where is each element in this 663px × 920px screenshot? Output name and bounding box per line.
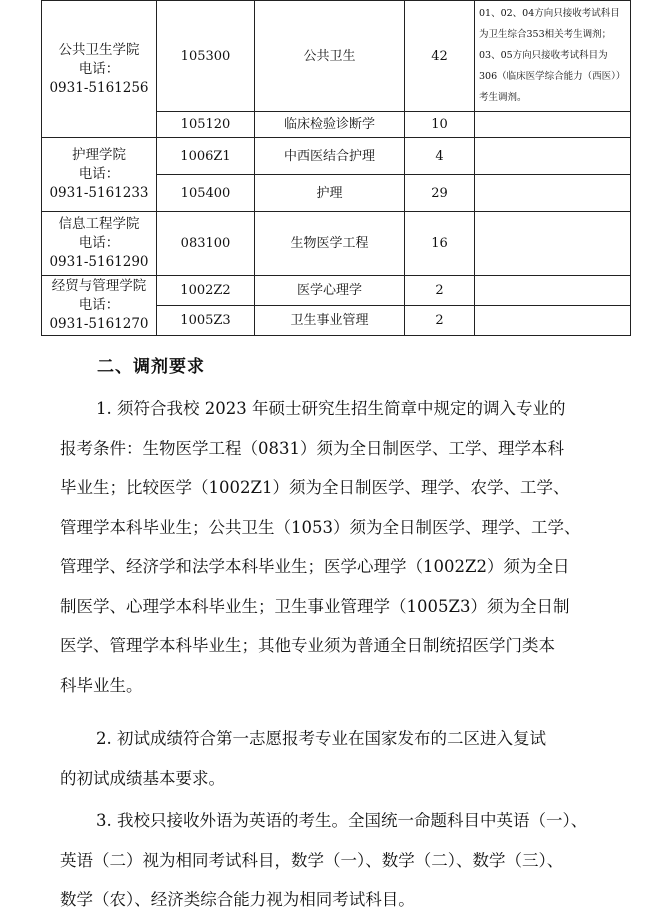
quota-count: 2 bbox=[405, 306, 475, 336]
requirement-paragraph bbox=[60, 719, 626, 798]
college-name: 公共卫生学院 bbox=[58, 41, 140, 58]
major-code: 083100 bbox=[157, 212, 255, 276]
major-name: 公共卫生 bbox=[255, 1, 405, 112]
text-line: 毕业生；比较医学（1002Z1）须为全日制医学、理学、农学、工学、 bbox=[60, 478, 570, 497]
college-name: 护理学院 bbox=[72, 147, 126, 163]
phone-label: 电话： bbox=[78, 235, 120, 251]
phone-number: 0931-5161233 bbox=[49, 185, 149, 201]
remarks-line: 03、05方向只接收考试科目为 bbox=[479, 50, 608, 61]
major-name: 生物医学工程 bbox=[255, 212, 405, 276]
major-name: 卫生事业管理 bbox=[255, 306, 405, 336]
major-name: 医学心理学 bbox=[255, 276, 405, 306]
text-line: 的初试成绩基本要求。 bbox=[60, 768, 225, 788]
major-name: 中西医结合护理 bbox=[255, 138, 405, 175]
text-line: 3. 我校只接收外语为英语的考生。全国统一命题科目中英语（一）、 bbox=[96, 811, 588, 830]
remarks-line: 306（临床医学综合能力（西医）） bbox=[479, 71, 626, 82]
remarks-cell bbox=[475, 306, 631, 336]
text-line: 报考条件：生物医学工程（0831）须为全日制医学、工学、理学本科 bbox=[60, 438, 564, 458]
major-code: 105400 bbox=[157, 175, 255, 212]
table-row bbox=[42, 138, 631, 175]
requirement-paragraph bbox=[60, 801, 626, 920]
college-cell bbox=[42, 212, 157, 276]
remarks-line: 考生调剂。 bbox=[479, 92, 527, 103]
college-name: 经贸与管理学院 bbox=[51, 278, 147, 294]
table-row bbox=[42, 1, 631, 112]
remarks-cell bbox=[475, 1, 631, 112]
phone-label: 电话： bbox=[78, 166, 120, 182]
major-code: 1002Z2 bbox=[157, 276, 255, 306]
quota-count: 4 bbox=[405, 138, 475, 175]
major-name: 临床检验诊断学 bbox=[255, 112, 405, 138]
quota-count: 42 bbox=[405, 1, 475, 112]
text-line: 科毕业生。 bbox=[60, 675, 143, 695]
quota-count: 29 bbox=[405, 175, 475, 212]
remarks-line: 为卫生综合353相关考生调剂； bbox=[479, 29, 612, 40]
text-line: 2. 初试成绩符合第一志愿报考专业在国家发布的二区进入复试 bbox=[96, 729, 546, 748]
text-line: 管理学本科毕业生；公共卫生（1053）须为全日制医学、理学、工学、 bbox=[60, 517, 581, 537]
table-row bbox=[42, 212, 631, 276]
phone-number: 0931-5161256 bbox=[49, 79, 149, 96]
remarks-line: 01、02、04方向只接收考试科目 bbox=[479, 8, 620, 19]
remarks-cell bbox=[475, 276, 631, 306]
quota-count: 10 bbox=[405, 112, 475, 138]
phone-label: 电话： bbox=[78, 297, 120, 313]
college-cell bbox=[42, 276, 157, 336]
major-code: 105120 bbox=[157, 112, 255, 138]
text-line: 英语（二）视为相同考试科目，数学（一）、数学（二）、数学（三）、 bbox=[60, 850, 564, 870]
remarks-cell bbox=[475, 112, 631, 138]
college-name: 信息工程学院 bbox=[58, 216, 140, 232]
quota-count: 16 bbox=[405, 212, 475, 276]
major-code: 1006Z1 bbox=[157, 138, 255, 175]
remarks-cell bbox=[475, 138, 631, 175]
phone-number: 0931-5161270 bbox=[49, 316, 149, 332]
college-cell bbox=[42, 138, 157, 212]
table-row bbox=[42, 276, 631, 306]
requirement-paragraph bbox=[60, 389, 626, 705]
major-name: 护理 bbox=[255, 175, 405, 212]
remarks-cell bbox=[475, 175, 631, 212]
phone-number: 0931-5161290 bbox=[49, 254, 149, 270]
text-line: 管理学、经济学和法学本科毕业生；医学心理学（1002Z2）须为全日 bbox=[60, 557, 570, 576]
major-code: 105300 bbox=[157, 1, 255, 112]
admission-table bbox=[41, 0, 631, 336]
text-line: 医学、管理学本科毕业生；其他专业须为普通全日制统招医学门类本 bbox=[60, 636, 555, 655]
text-line: 数学（农）、经济类综合能力视为相同考试科目。 bbox=[60, 890, 415, 909]
quota-count: 2 bbox=[405, 276, 475, 306]
text-line: 制医学、心理学本科毕业生；卫生事业管理学（1005Z3）须为全日制 bbox=[60, 596, 570, 616]
major-code: 1005Z3 bbox=[157, 306, 255, 336]
phone-label: 电话： bbox=[78, 60, 120, 77]
section-heading: 二、调剂要求 bbox=[97, 357, 205, 377]
college-cell bbox=[42, 1, 157, 138]
remarks-cell bbox=[475, 212, 631, 276]
text-line: 1. 须符合我校 2023 年硕士研究生招生简章中规定的调入专业的 bbox=[96, 399, 566, 418]
